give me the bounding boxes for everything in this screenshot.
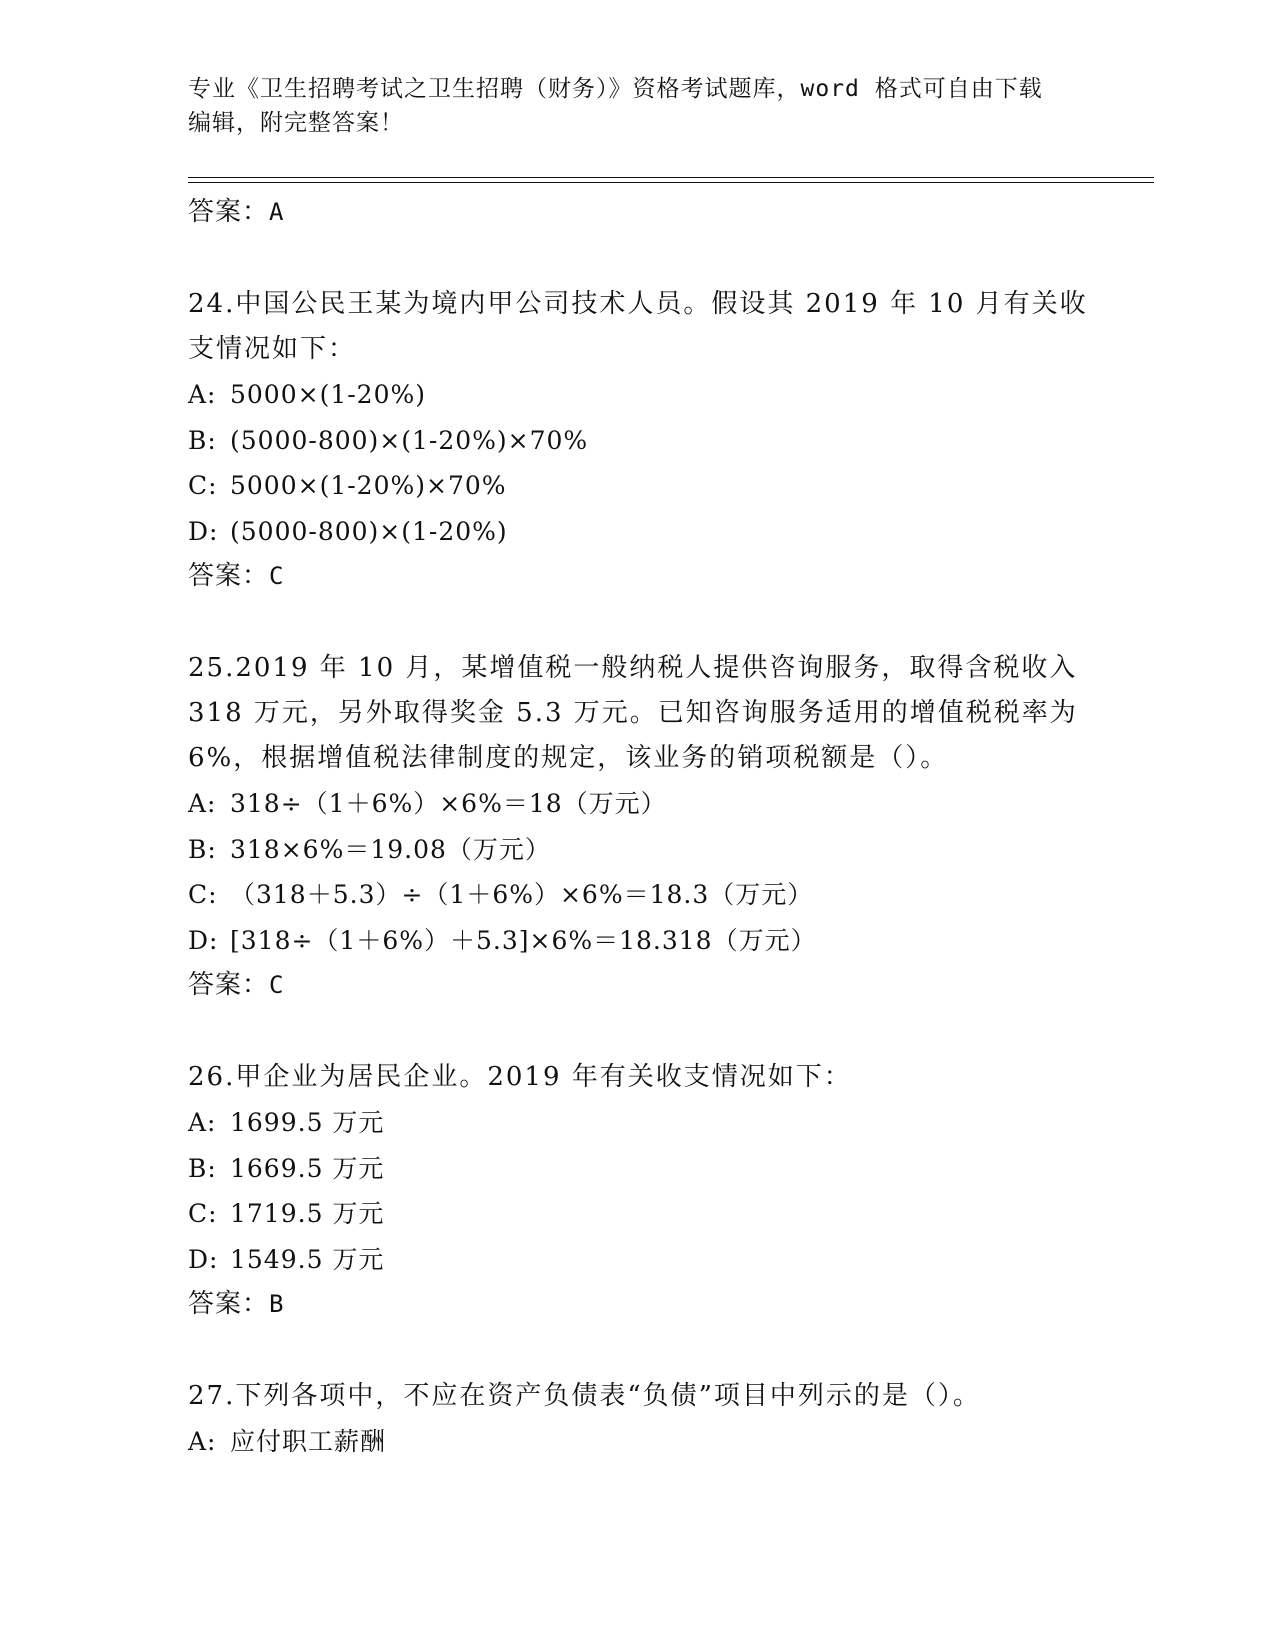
header-line-2: 编辑，附完整答案！ (188, 110, 404, 136)
question-text: 27.下列各项中，不应在资产负债表“负债”项目中列示的是（）。 (188, 1381, 981, 1411)
question-text: 25.2019 年 10 月，某增值税一般纳税人提供咨询服务，取得含税收入 318 万元，另外取得奖金 5.3 万元。已知咨询服务适用的增值税税率为 6%，根据增值税法律制度的规定，该业务的销项税额是（）。 (188, 653, 1078, 773)
option-text: 1669.5 万元 (230, 1153, 385, 1183)
option-letter: B: (188, 834, 217, 864)
question-block (188, 1055, 1108, 1326)
option-b (188, 1146, 1108, 1192)
option-text: 应付职工薪酬 (230, 1427, 387, 1456)
answer-label: 答案： (188, 1289, 270, 1319)
answer-line (188, 554, 1108, 598)
option-c (188, 1191, 1108, 1237)
option-letter: A: (188, 380, 217, 409)
answer-label: 答案： (188, 561, 270, 591)
option-text: (5000-800)×(1-20%) (230, 516, 508, 546)
header-rule-top (188, 177, 1154, 178)
option-d (188, 509, 1108, 555)
option-letter: A: (188, 789, 217, 818)
option-letter: A: (188, 1427, 217, 1456)
option-d (188, 1237, 1108, 1283)
option-letter: C: (188, 1199, 218, 1228)
option-text: 5000×(1-20%) (230, 380, 426, 409)
option-letter: D: (188, 925, 219, 955)
page-header (188, 72, 1088, 140)
answer-value: B (269, 1290, 285, 1318)
question-text: 26.甲企业为居民企业。2019 年有关收支情况如下： (188, 1062, 852, 1092)
option-letter: C: (188, 880, 218, 909)
question-block (188, 646, 1108, 1007)
option-text: 5000×(1-20%)×70% (230, 471, 507, 500)
option-text: 318÷（1＋6%）×6%＝18（万元） (230, 789, 667, 818)
header-rule-bottom (188, 182, 1154, 183)
question-text: 24.中国公民王某为境内甲公司技术人员。假设其 2019 年 10 月有关收支情况如下： (188, 289, 1088, 364)
option-c (188, 463, 1108, 509)
option-letter: B: (188, 425, 217, 455)
option-letter: C: (188, 471, 218, 500)
option-letter: D: (188, 516, 219, 546)
option-letter: D: (188, 1244, 219, 1274)
answer-value: C (269, 971, 285, 999)
option-text: [318÷（1＋6%）＋5.3]×6%＝18.318（万元） (230, 925, 817, 955)
option-a (188, 781, 1108, 827)
option-text: 318×6%＝19.08（万元） (230, 834, 551, 864)
option-text: 1719.5 万元 (230, 1199, 385, 1228)
header-line-1: 专业《卫生招聘考试之卫生招聘（财务）》资格考试题库，word 格式可自由下载 (188, 76, 1043, 102)
option-text: 1699.5 万元 (230, 1108, 385, 1137)
option-a (188, 372, 1108, 418)
option-text: 1549.5 万元 (230, 1244, 385, 1274)
question-block (188, 282, 1108, 598)
option-b (188, 418, 1108, 464)
question-block (188, 1374, 1108, 1465)
option-text: (5000-800)×(1-20%)×70% (230, 425, 589, 455)
option-letter: A: (188, 1108, 217, 1137)
option-c (188, 872, 1108, 918)
option-text: （318＋5.3）÷（1＋6%）×6%＝18.3（万元） (230, 880, 814, 909)
answer-value: C (269, 562, 285, 590)
answer-line (188, 190, 1108, 234)
option-d (188, 918, 1108, 964)
answer-line (188, 1282, 1108, 1326)
option-a (188, 1100, 1108, 1146)
option-a (188, 1419, 1108, 1465)
answer-label: 答案： (188, 970, 270, 1000)
answer-value: A (269, 198, 285, 226)
option-b (188, 827, 1108, 873)
question-content (188, 190, 1108, 1465)
answer-label: 答案： (188, 197, 270, 227)
option-letter: B: (188, 1153, 217, 1183)
answer-line (188, 963, 1108, 1007)
